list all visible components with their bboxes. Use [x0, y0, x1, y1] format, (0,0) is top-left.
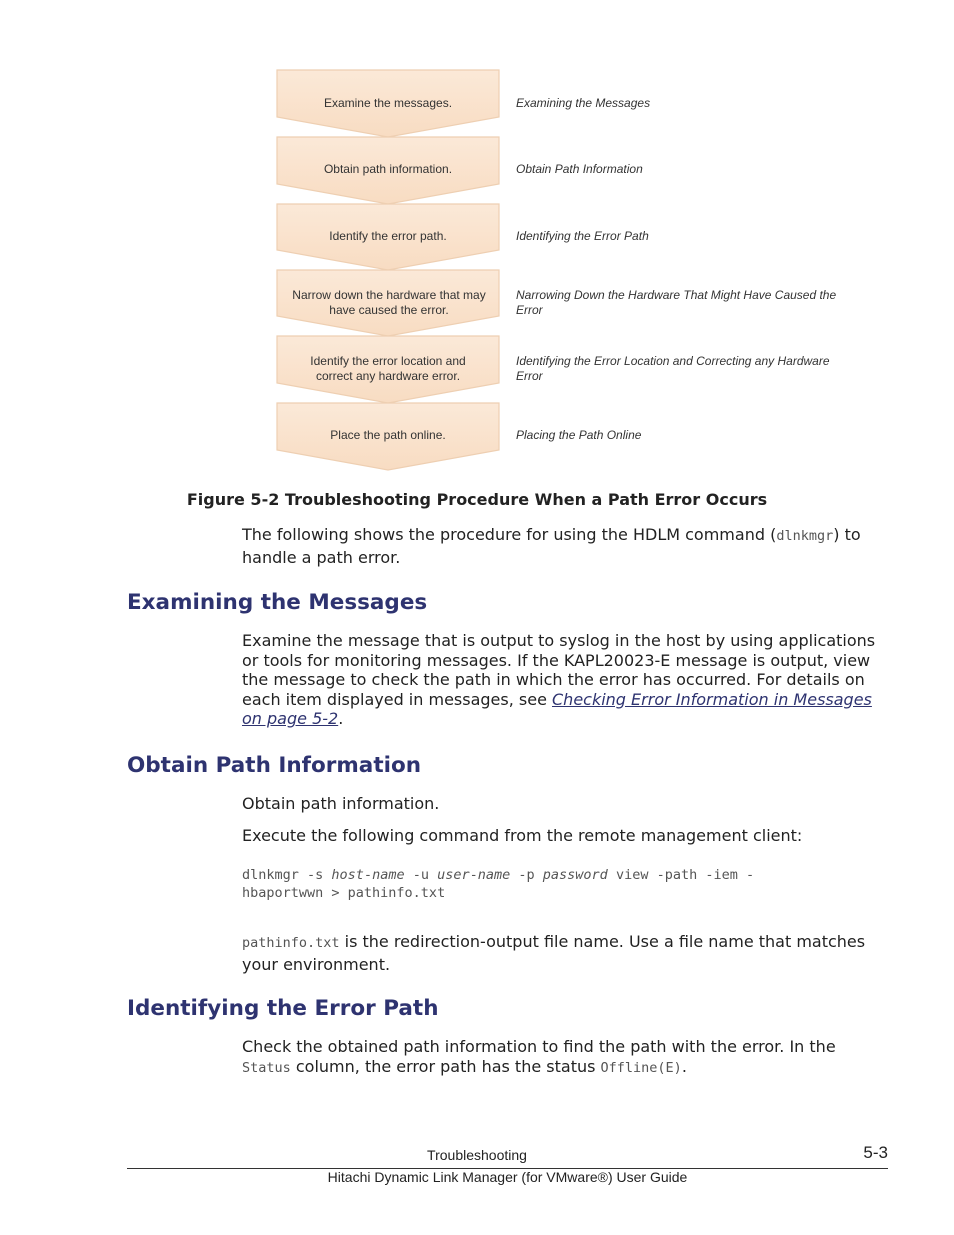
- code-var-user: user: [437, 867, 470, 883]
- footer-chapter: Troubleshooting: [427, 1147, 527, 1163]
- flow-step-3-label: Identifying the Error Path: [516, 229, 649, 243]
- identifying-text-1: Check the obtained path information to find the path with the error. In the: [242, 1037, 836, 1056]
- flow-step-4-text: Narrow down the hardware that may have caused the error.: [292, 288, 486, 317]
- flow-step-6-label: Placing the Path Online: [516, 428, 642, 442]
- intro-text-after: ) to handle a path error.: [242, 525, 861, 567]
- obtain-paragraph-2: Execute the following command from the remote management client:: [242, 826, 803, 845]
- flow-step-3-text: Identify the error path.: [329, 229, 447, 243]
- identifying-text-3: .: [681, 1057, 687, 1076]
- heading-obtain-path-info: Obtain Path Information: [127, 753, 422, 778]
- flow-step-2-text: Obtain path information.: [323, 162, 453, 176]
- flow-step-5-text: Identify the error location and correct any hardware error.: [310, 354, 466, 383]
- footer-page-number: 5-3: [863, 1143, 888, 1162]
- identifying-text-2: column, the error path has the status: [290, 1057, 601, 1076]
- troubleshooting-flowchart: [0, 0, 954, 480]
- redirection-text: is the redirection-output file name. Use a file name that matches your environment.: [242, 932, 866, 974]
- code-var-name: name: [372, 867, 405, 883]
- figure-caption: Figure 5-2 Troubleshooting Procedure When a Path Error Occurs: [186, 490, 768, 509]
- heading-examining-messages: Examining the Messages: [127, 590, 428, 615]
- flow-step-5-label: Identifying the Error Location and Correcting any Hardware Error: [516, 354, 830, 383]
- examining-end: .: [338, 709, 344, 728]
- code-var-host: host: [331, 867, 364, 883]
- checking-error-info-link[interactable]: Checking Error Information in Messages on page 5-2: [242, 689, 872, 728]
- obtain-paragraph-1: Obtain path information.: [242, 794, 440, 813]
- code-var-name: name: [477, 867, 511, 883]
- status-value: Offline(E): [600, 1060, 682, 1076]
- code-var-password: password: [542, 867, 608, 883]
- intro-text-before: The following shows the procedure for using the HDLM command (: [242, 525, 777, 544]
- code-part: view -path -iem -: [607, 867, 755, 883]
- code-line-2: hbaportwwn > pathinfo.txt: [242, 885, 446, 901]
- examining-paragraph: [242, 631, 887, 729]
- code-part: -u: [404, 867, 438, 883]
- command-code-block: [242, 866, 887, 902]
- intro-paragraph: [242, 524, 887, 568]
- pathinfo-filename: pathinfo.txt: [242, 935, 340, 951]
- flow-step-1-label: Examining the Messages: [516, 96, 651, 110]
- flow-step-6-text: Place the path online.: [330, 428, 446, 442]
- code-part: -: [363, 867, 373, 883]
- flow-step-1-text: Examine the messages.: [323, 96, 453, 110]
- status-column-name: Status: [242, 1060, 291, 1076]
- examining-text: Examine the message that is output to syslog in the host by using applications or tools for monitoring messages. If the KAPL20023-E message is output, view the message to check the path in which the error has occurred. For details on each item displayed in messages, see: [242, 631, 876, 709]
- footer-guide-title: Hitachi Dynamic Link Manager (for VMware®) User Guide: [327, 1169, 688, 1185]
- flow-step-4-label: Narrowing Down the Hardware That Might Have Caused the Error: [516, 288, 837, 317]
- code-part: -: [469, 867, 478, 883]
- intro-command: dlnkmgr: [776, 528, 834, 544]
- code-part: dlnkmgr -s: [242, 867, 332, 883]
- heading-identifying-error-path: Identifying the Error Path: [127, 996, 439, 1021]
- identifying-paragraph: [242, 1037, 887, 1078]
- redirection-paragraph: [242, 931, 887, 975]
- flow-step-2-label: Obtain Path Information: [516, 162, 643, 176]
- code-part: -p: [510, 867, 543, 883]
